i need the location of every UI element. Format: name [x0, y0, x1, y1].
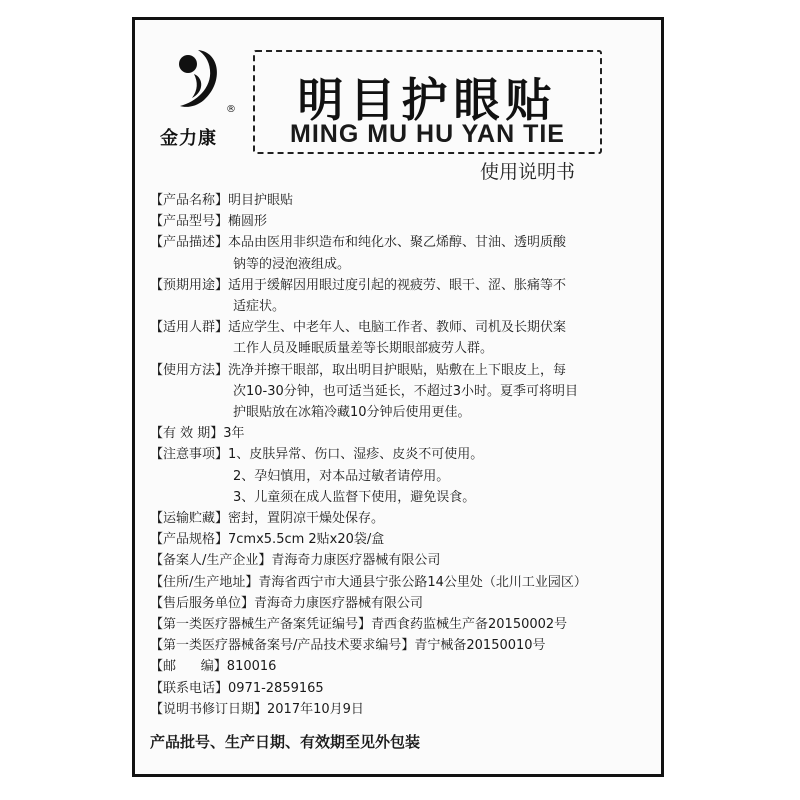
field-label: 【产品规格】 [150, 532, 229, 548]
field-label: 【使用方法】 [150, 362, 229, 378]
field-address [150, 572, 648, 593]
field-postcode [150, 656, 648, 677]
field-label: 【产品型号】 [150, 214, 229, 230]
field-value: 椭圆形 [228, 214, 268, 230]
field-value: 适应学生、中老年人、电脑工作者、教师、司机及长期伏案 [228, 320, 567, 336]
field-label: 【第一类医疗器械生产备案凭证编号】 [150, 617, 372, 633]
title-box [253, 50, 602, 154]
field-usage-cont: 次10-30分钟，也可适当延长，不超过3小时。夏季可将明目 [233, 383, 579, 399]
field-validity [150, 423, 648, 444]
field-notes-cont: 3、儿童须在成人监督下使用，避免误食。 [233, 489, 476, 505]
field-purpose [150, 275, 648, 296]
field-label: 【备案人/生产企业】 [150, 553, 272, 569]
field-value: 青西食药监械生产备20150002号 [371, 617, 568, 633]
field-value: 3年 [223, 426, 245, 442]
field-label: 【说明书修订日期】 [150, 701, 268, 717]
field-label: 【住所/生产地址】 [150, 574, 259, 590]
field-maker [150, 550, 648, 571]
field-value: 0971-2859165 [228, 680, 324, 696]
field-spec [150, 529, 648, 550]
field-label: 【适用人群】 [150, 320, 229, 336]
field-purpose-cont: 适症状。 [233, 299, 286, 315]
brand-logo-icon [168, 44, 230, 114]
field-label: 【注意事项】 [150, 447, 229, 463]
field-storage [150, 508, 648, 529]
field-value: 2017年10月9日 [267, 701, 364, 717]
field-value: 青海省西宁市大通县宁张公路14公里处（北川工业园区） [258, 574, 587, 590]
field-value: 810016 [226, 659, 277, 675]
field-value: 青海奇力康医疗器械有限公司 [254, 595, 424, 611]
field-usage [150, 360, 648, 381]
field-value: 青海奇力康医疗器械有限公司 [271, 553, 441, 569]
registered-mark: ® [226, 104, 236, 115]
field-label: 【售后服务单位】 [150, 595, 255, 611]
field-value: 7cmx5.5cm 2贴x20袋/盒 [228, 532, 385, 548]
field-value: 密封，置阴凉干燥处保存。 [228, 511, 385, 527]
brand-name: 金力康 [160, 128, 217, 149]
field-label: 【产品名称】 [150, 193, 229, 208]
field-label: 【联系电话】 [150, 680, 229, 696]
field-value: 明目护眼贴 [228, 193, 294, 208]
field-phone [150, 678, 648, 699]
field-label: 【第一类医疗器械备案号/产品技术要求编号】 [150, 638, 415, 654]
field-label: 【产品描述】 [150, 235, 229, 251]
field-desc [150, 232, 648, 253]
field-value: 1、皮肤异常、伤口、湿疹、皮炎不可使用。 [228, 447, 484, 463]
document-subtitle: 使用说明书 [480, 161, 576, 183]
product-title-en: MING MU HU YAN TIE [290, 120, 565, 148]
field-value: 青宁械备20150010号 [414, 638, 546, 654]
field-label: 【邮 编】 [150, 659, 227, 675]
field-crowd [150, 317, 648, 338]
field-notes-cont: 2、孕妇慎用，对本品过敏者请停用。 [233, 468, 450, 484]
brand-logo [160, 42, 240, 152]
field-label: 【有 效 期】 [150, 426, 224, 442]
field-revised [150, 699, 648, 720]
field-label: 【运输贮藏】 [150, 511, 229, 527]
field-value: 适用于缓解因用眼过度引起的视疲劳、眼干、涩、胀痛等不 [228, 277, 567, 293]
field-crowd-cont: 工作人员及睡眠质量差等长期眼部疲劳人群。 [233, 341, 494, 357]
field-name [150, 190, 648, 211]
footer-note: 产品批号、生产日期、有效期至见外包装 [150, 733, 421, 751]
field-model [150, 211, 648, 232]
field-cert [150, 614, 648, 635]
field-notes [150, 444, 648, 465]
spec-list [150, 190, 648, 720]
field-desc-cont: 钠等的浸泡液组成。 [233, 256, 351, 272]
field-value: 洗净并擦干眼部，取出明目护眼贴，贴敷在上下眼皮上，每 [228, 362, 567, 378]
field-record [150, 635, 648, 656]
field-usage-cont: 护眼贴放在冰箱冷藏10分钟后使用更佳。 [233, 405, 471, 421]
product-title-cn: 明目护眼贴 [297, 73, 558, 127]
field-label: 【预期用途】 [150, 277, 229, 293]
field-service [150, 593, 648, 614]
field-value: 本品由医用非织造布和纯化水、聚乙烯醇、甘油、透明质酸 [228, 235, 567, 251]
